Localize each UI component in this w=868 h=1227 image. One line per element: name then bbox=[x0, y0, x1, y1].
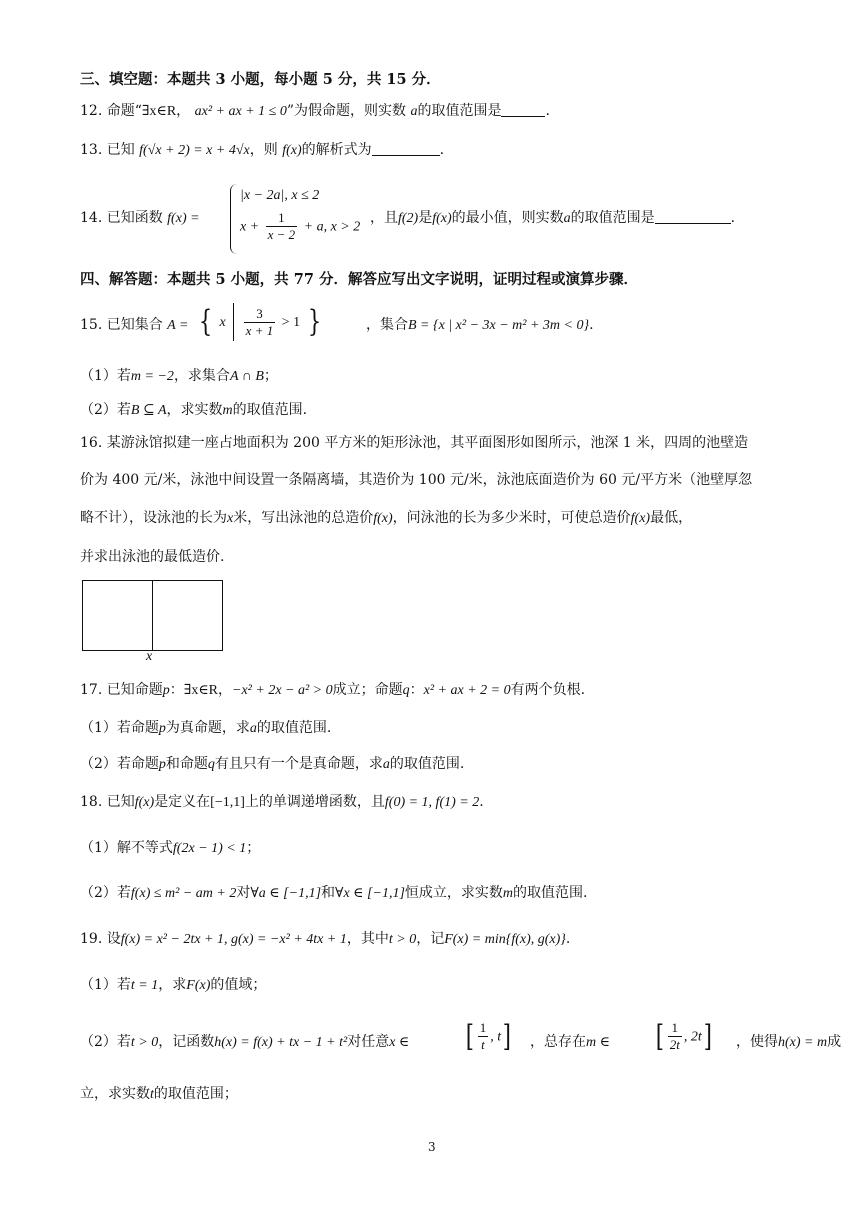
question-16-line-4: 并求出泳池的最低造价. bbox=[80, 549, 225, 565]
question-16-line-1: 16. 某游泳馆拟建一座占地面积为 200 平方米的矩形泳池，其平面图形如图所示，池深 1 米，四周的池壁造 bbox=[80, 435, 749, 451]
question-17: 17. 已知命题p：∃x∈R，−x² + 2x − a² > 0成立；命题q：x² + ax + 2 = 0有两个负根. bbox=[80, 682, 586, 698]
question-19: 19. 设f(x) = x² − 2tx + 1, g(x) = −x² + 4tx + 1，其中t > 0，记F(x) = min{f(x), g(x)}. bbox=[80, 931, 571, 947]
question-18: 18. 已知f(x)是定义在[−1,1]上的单调递增函数，且f(0) = 1, f(1) = 2. bbox=[80, 794, 484, 810]
question-18-part-1: （1）解不等式f(2x − 1) < 1； bbox=[80, 840, 261, 856]
question-12: 12. 命题“∃x∈R， ax² + ax + 1 ≤ 0”为假命题，则实数 a的取值范围是 . bbox=[80, 103, 550, 119]
answer-blank bbox=[655, 209, 731, 224]
answer-blank bbox=[501, 102, 545, 117]
question-17-part-2: （2）若命题p和命题q有且只有一个是真命题，求a的取值范围. bbox=[80, 756, 465, 772]
page-number: 3 bbox=[428, 1140, 436, 1154]
divider-wall bbox=[152, 581, 153, 650]
question-18-part-2: （2）若f(x) ≤ m² − am + 2对∀a ∈ [−1,1]和∀x ∈ [−1,1]恒成立，求实数m的取值范围. bbox=[80, 885, 588, 901]
section-3-title: 三、填空题：本题共 3 小题，每小题 5 分，共 15 分． bbox=[80, 71, 441, 88]
question-13: 13. 已知 f(√x + 2) = x + 4√x，则 f(x)的解析式为 . bbox=[80, 142, 445, 158]
question-15-part-2: （2）若B ⊆ A，求实数m的取值范围. bbox=[80, 402, 308, 418]
question-19-part-2-cont: 立，求实数t的取值范围； bbox=[80, 1086, 238, 1102]
pool-length-label: x bbox=[146, 649, 153, 664]
pool-diagram bbox=[82, 580, 223, 651]
section-4-title: 四、解答题：本题共 5 小题，共 77 分．解答应写出文字说明，证明过程或演算步骤． bbox=[80, 271, 638, 288]
answer-blank bbox=[372, 141, 440, 156]
question-16-line-3: 略不计），设泳池的长为x米，写出泳池的总造价f(x)，问泳池的长为多少米时，可使总造价f(x)最低， bbox=[80, 510, 693, 526]
question-16-line-2: 价为 400 元/米，泳池中间设置一条隔离墙，其造价为 100 元/米，泳池底面造价为 60 元/平方米（池壁厚忽 bbox=[80, 472, 753, 488]
question-17-part-1: （1）若命题p为真命题，求a的取值范围. bbox=[80, 720, 332, 736]
question-19-part-1: （1）若t = 1，求F(x)的值域； bbox=[80, 977, 267, 993]
question-15-part-1: （1）若m = −2，求集合A ∩ B； bbox=[80, 368, 278, 384]
